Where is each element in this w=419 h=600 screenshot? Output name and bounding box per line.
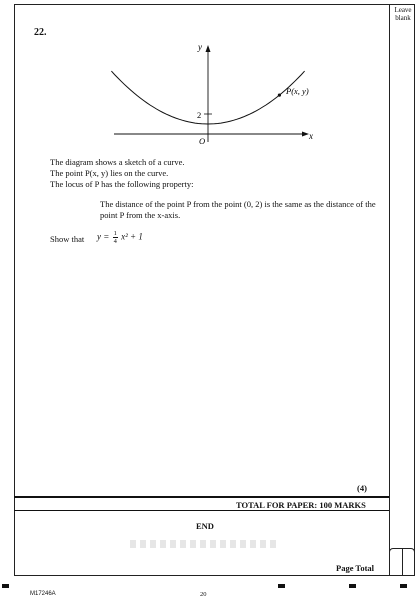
page-total-label: Page Total [336,563,375,573]
equation-lhs: y = [97,231,110,242]
point-label: P(x, y) [286,86,309,96]
question-number: 22. [34,27,47,38]
answer-rule [14,496,389,498]
page-number: 20 [200,591,207,598]
faint-bleed-through [130,540,280,548]
tick-label-2: 2 [197,110,202,120]
page-total-box-divider [402,548,403,576]
target-equation [97,230,143,245]
leave-blank-label: Leave blank [394,6,412,22]
curve-diagram [100,38,330,150]
registration-mark-center [278,584,285,588]
total-marks: TOTAL FOR PAPER: 100 MARKS [236,500,366,510]
x-axis-arrow [302,132,309,137]
marks-label: (4) [357,483,367,493]
y-axis-label: y [198,42,202,52]
total-rule [14,510,389,511]
x-axis-label: x [309,131,313,141]
question-line-3: The locus of P has the following property: [50,179,194,189]
equation-rhs: x² + 1 [121,231,143,242]
y-axis-arrow [206,45,211,52]
locus-property: The distance of the point P from the point (0, 2) is the same as the distance of the point P from the x-axis. [100,199,376,220]
registration-mark-right [349,584,356,588]
fraction-denominator: 4 [113,238,117,245]
origin-label: O [199,136,206,146]
paper-code: M17246A [30,591,56,597]
point-p [278,94,281,97]
show-that-label: Show that [50,234,85,244]
registration-mark-left [2,584,9,588]
fraction-numerator: 1 [113,230,117,237]
registration-mark-corner [400,584,407,588]
equation-fraction [113,230,118,245]
question-line-2: The point P(x, y) lies on the curve. [50,168,169,178]
end-label: END [196,521,214,531]
margin-divider [389,4,390,576]
question-line-1: The diagram shows a sketch of a curve. [50,157,185,167]
